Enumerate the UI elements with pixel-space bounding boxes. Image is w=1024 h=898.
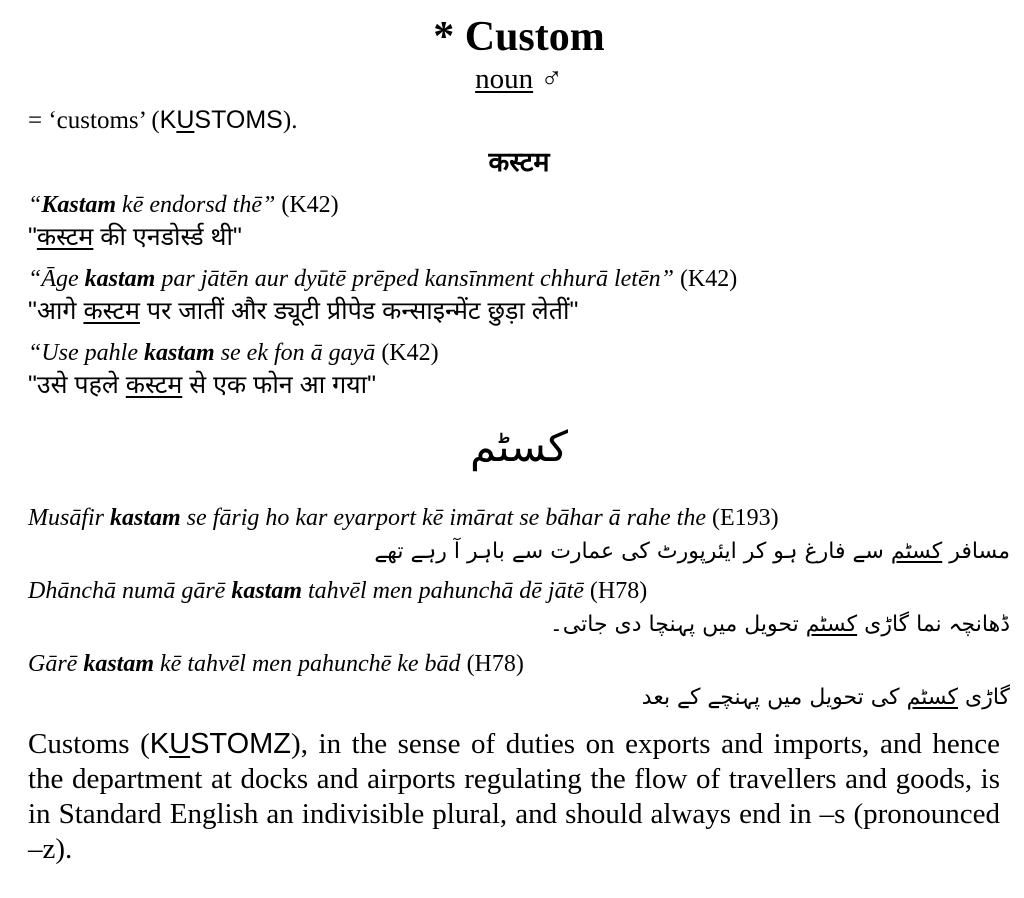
pron-k: K [159,106,177,134]
quote-pre: “Use pahle [28,340,144,366]
pron-rest: STOMS [194,106,283,134]
urdu-citation-text-2 [28,608,1010,642]
citation-hindi-2 [28,296,1010,327]
urdu-citation-text-1 [28,535,1010,569]
urdu-citation-roman-1 [28,505,1010,532]
quote-keyword: kastam [84,266,156,292]
quote-keyword: kastam [231,578,302,604]
hindi-post: की एनडोर्स्ड थी" [93,223,242,251]
pronunciation-line [28,106,1010,135]
quote-post: tahvēl men pahunchā dē jātē [302,578,590,604]
note-pre: Customs ( [28,728,150,760]
male-gender-icon: ♂ [540,62,563,95]
pron-post: ). [282,107,298,134]
hindi-keyword: कस्टम [83,297,140,325]
note-post: ), in the sense of duties on exports and imports, and hence the department at docks and airports regulating the flow of travellers and goods, is in Standard English an indivisible plural, and should always end in –s (pronounced –z). [28,728,1001,865]
hindi-post: से एक फोन आ गया" [182,371,377,399]
quote-pre: Dhānchā numā gārē [28,578,232,604]
urdu-pre: گاڑی [957,685,1010,710]
urdu-keyword: کسٹم [890,539,943,564]
urdu-post: تحویل میں پہنچا دی جاتی۔ [549,612,806,637]
hindi-pre: "उसे पहले [28,371,126,399]
citation-ref: (K42) [679,266,738,292]
quote-post: kē tahvēl men pahunchē ke bād [154,651,467,677]
citation-ref: (K42) [281,192,339,218]
urdu-post: سے فارغ ہو کر ایئرپورٹ کی عمارت سے باہر آ رہے تھے [374,539,891,564]
hindi-keyword: कस्टम [125,371,183,399]
hindi-post: पर जातीं और ड्यूटी प्रीपेड कन्साइन्मेंट छुड़ा लेतीं" [139,297,579,325]
part-of-speech-line [28,62,1010,96]
quote-keyword: kastam [144,340,215,366]
quote-keyword: kastam [83,651,155,677]
hindi-pre: "आगे [28,297,84,325]
pos-label: noun [475,63,534,95]
urdu-post: کی تحویل میں پہنچے کے بعد [641,685,907,710]
quote-post: se fārig ho kar eyarport kē imārat se bāhar ā rahe the [180,505,712,531]
page-title: * Custom [433,14,605,60]
hindi-keyword: कस्टम [36,223,94,251]
usage-note [28,727,1010,867]
urdu-citation-roman-2 [28,578,1010,605]
citation-hindi-1 [28,222,1010,253]
citation-ref: (H78) [466,651,524,677]
citation-ref: (E193) [711,505,779,531]
hindi-headword: कस्टम [488,147,550,177]
citation-ref: (H78) [589,578,648,604]
citation-ref: (K42) [381,340,439,366]
quote-pre: “Āge [28,266,85,292]
quote-post: se ek fon ā gayā [214,340,382,366]
citation-roman-3 [28,340,1010,367]
urdu-citation-roman-3 [28,651,1010,678]
urdu-headword: کسٹم [469,422,569,471]
citation-roman-1 [28,192,1010,219]
urdu-pre: ڈھانچہ نما گاڑی [857,612,1010,637]
note-rest: STOMZ [190,728,292,760]
citation-roman-2 [28,266,1010,293]
quote-post: kē endorsd thē” [116,192,282,218]
quote-pre: Musāfir [28,505,111,531]
pron-pre: = ‘customs’ ( [28,107,160,134]
quote-pre: Gārē [28,651,84,677]
quote-keyword: Kastam [41,192,117,218]
note-underlined-letter: U [169,728,191,760]
urdu-pre: مسافر [942,539,1010,564]
urdu-keyword: کسٹم [805,612,858,637]
pron-underlined-letter: U [176,106,195,134]
urdu-citation-text-3 [28,681,1010,715]
quote-post: par jātēn aur dyūtē prēped kansīnment chhurā letēn” [155,266,680,292]
quote-pre: “ [28,192,42,218]
urdu-keyword: کسٹم [906,685,958,710]
note-k: K [149,728,170,760]
quote-keyword: kastam [110,505,181,531]
citation-hindi-3 [28,370,1010,401]
hindi-pre: " [28,223,37,251]
